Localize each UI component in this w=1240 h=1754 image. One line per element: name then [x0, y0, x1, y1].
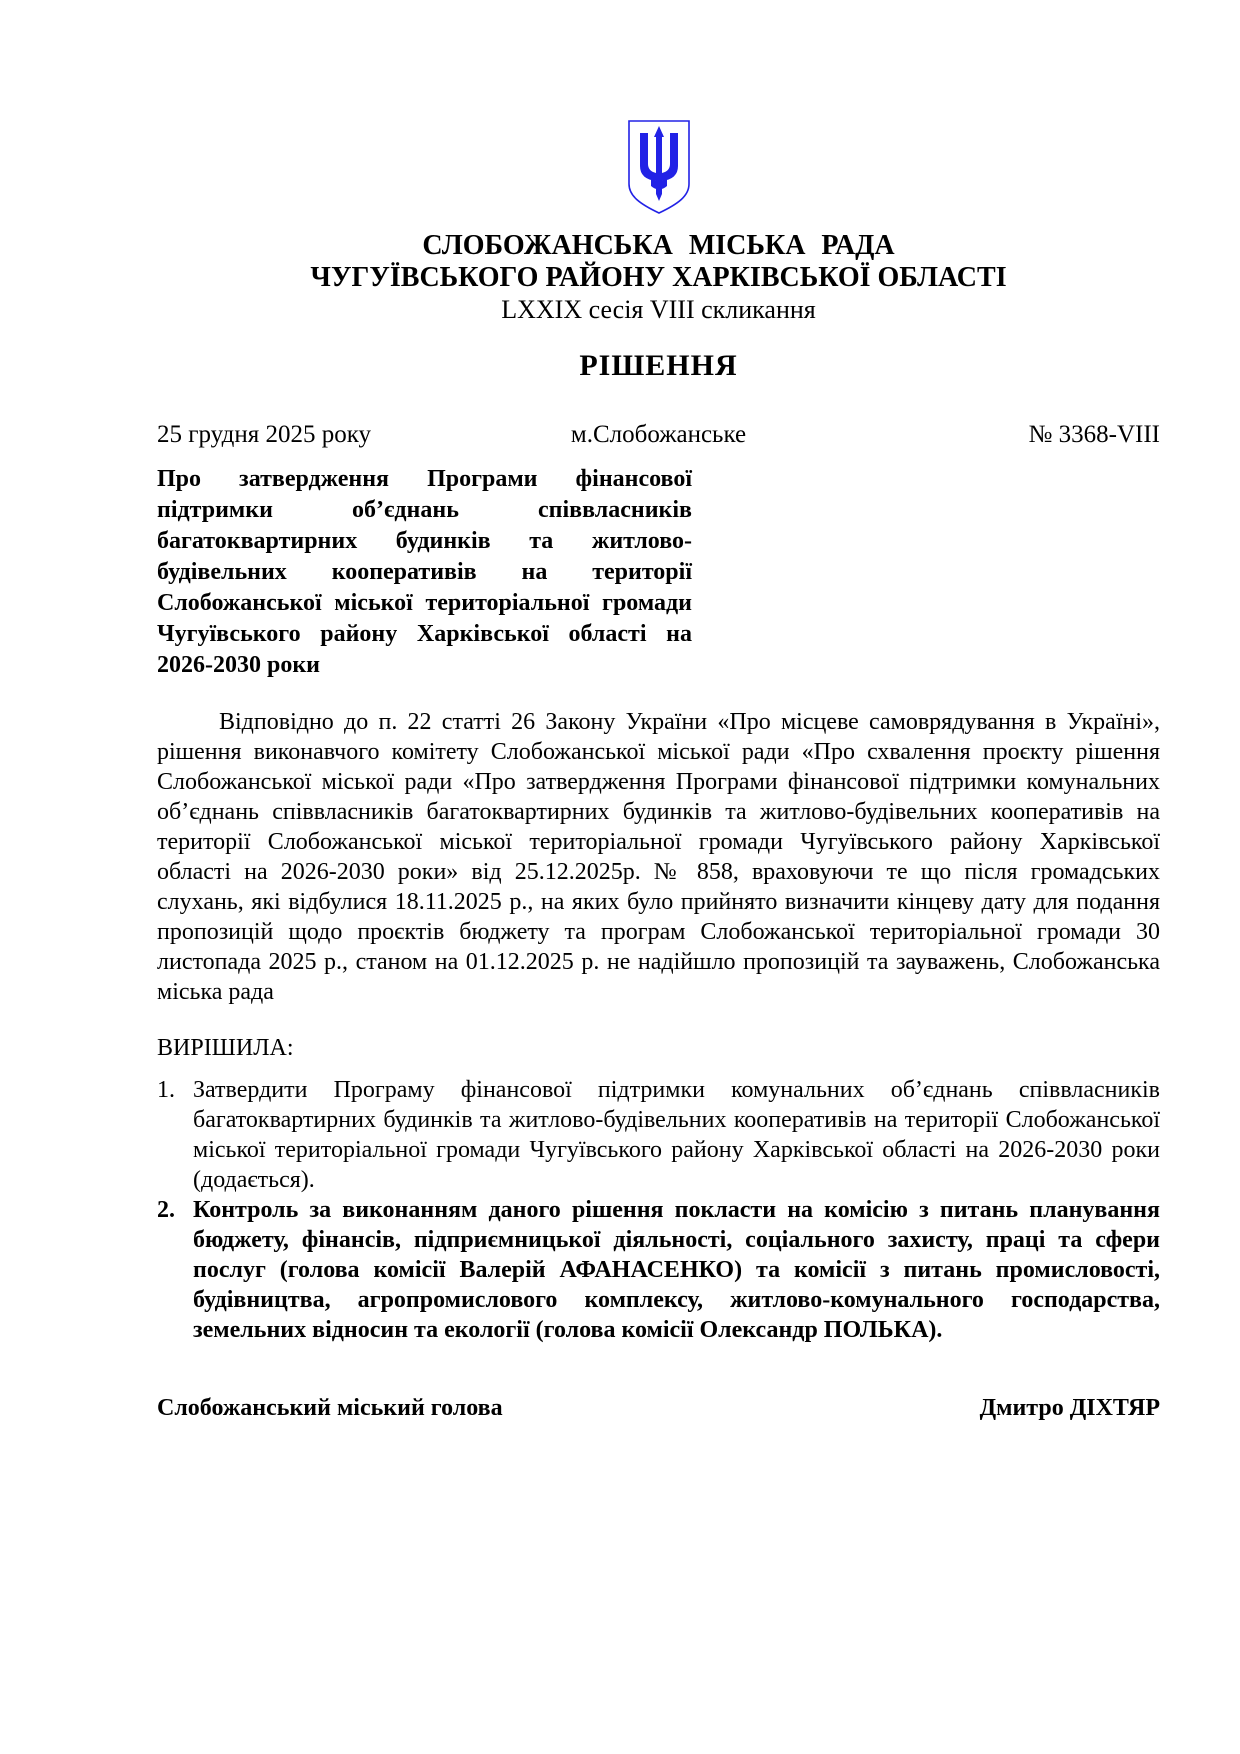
resolution-item-1: [157, 1075, 1160, 1195]
preamble-paragraph: Відповідно до п. 22 статті 26 Закону України «Про місцеве самоврядування в Україні», рішення виконавчого комітету Слобожанської міської ради «Про схвалення проєкту рішення Слобожанської міської ради «Про затвердження Програми фінансової підтримки комунальних об’єднань співвласників багатоквартирних будинків та житлово-будівельних кооперативів на території Слобожанської міської територіальної громади Чугуївського району Харківської області на 2026-2030 роки» від 25.12.2025р. № 858, враховуючи те що після громадських слухань, які відбулися 18.11.2025 р., на яких було прийнято визначити кінцеву дату для подання пропозицій щодо проєктів бюджету та програм Слобожанської територіальної громади 30 листопада 2025 р., станом на 01.12.2025 р. не надійшло пропозицій та зауважень, Слобожанська міська рада: [157, 709, 1160, 1005]
council-name: СЛОБОЖАНСЬКА МІСЬКА РАДА: [422, 230, 895, 261]
signature-row: [157, 1393, 1160, 1423]
document-type-title: РІШЕННЯ: [579, 349, 738, 382]
item-number: 2.: [157, 1197, 175, 1223]
signature-name: Дмитро ДІХТЯР: [979, 1395, 1160, 1421]
signature-title: Слобожанський міський голова: [157, 1395, 503, 1421]
decision-subject: Про затвердження Програми фінансової підтримки об’єднань співвласників багатоквартирних будинків та житлово-будівельних кооперативів на території Слобожанської міської територіальної громади Чугуївського району Харківської області на 2026-2030 роки: [157, 466, 692, 678]
item-text: Затвердити Програму фінансової підтримки комунальних об’єднань співвласників багатоквартирних будинків та житлово-будівельних кооперативів на території Слобожанської міської територіальної громади Чугуївського району Харківської області на 2026-2030 роки (додається).: [193, 1077, 1160, 1193]
item-text: Контроль за виконанням даного рішення покласти на комісію з питань планування бюджету, фінансів, підприємницької діяльності, соціального захисту, праці та сфери послуг (голова комісії Валерій АФАНАСЕНКО) та комісії з питань промисловості, будівництва, агропромислового комплексу, житлово-комунального господарства, земельних відносин та екології (голова комісії Олександр ПОЛЬКА).: [193, 1197, 1160, 1343]
decision-date: 25 грудня 2025 року: [157, 421, 371, 448]
ukraine-trident-icon: [626, 118, 692, 216]
session-line: LXXIX сесія VIII скликання: [501, 295, 816, 324]
district-name: ЧУГУЇВСЬКОГО РАЙОНУ ХАРКІВСЬКОЇ ОБЛАСТІ: [310, 262, 1007, 293]
document-header: [157, 230, 1160, 384]
resolution-items: [157, 1075, 1160, 1345]
resolved-heading: ВИРІШИЛА:: [157, 1035, 294, 1061]
decision-meta-row: [157, 420, 1160, 450]
item-number: 1.: [157, 1077, 175, 1103]
decision-number: № 3368-VIII: [1028, 421, 1160, 448]
coat-of-arms-emblem: [626, 118, 692, 216]
resolution-item-2: [157, 1195, 1160, 1345]
decision-place: м.Слобожанське: [570, 421, 747, 448]
